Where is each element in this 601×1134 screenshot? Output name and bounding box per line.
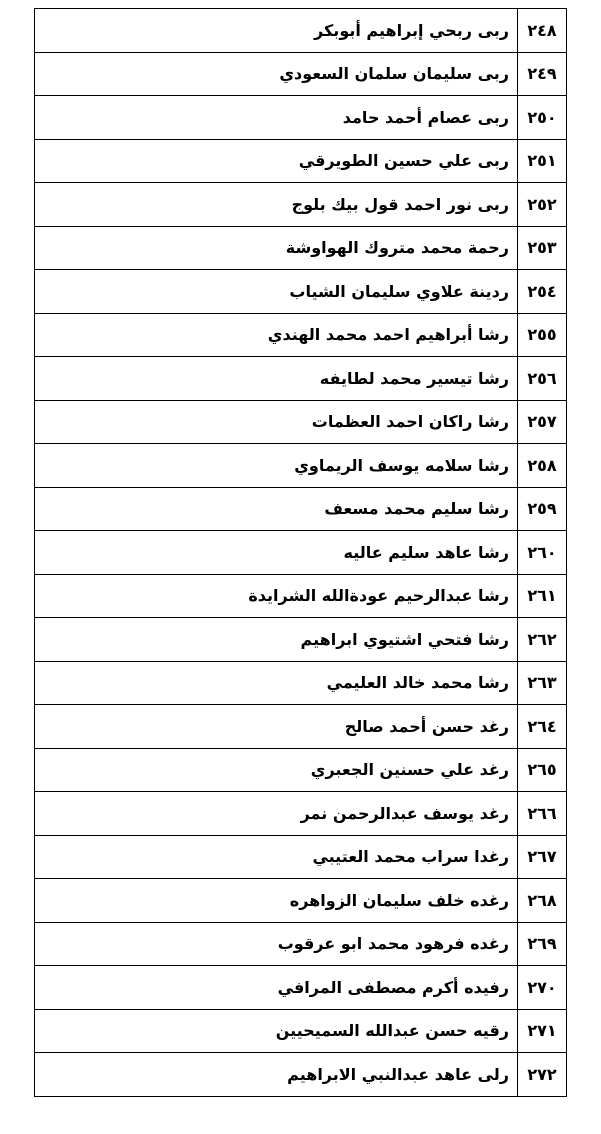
table-row — [35, 357, 567, 401]
table-row — [35, 836, 567, 880]
table-row — [35, 401, 567, 445]
table-row — [35, 183, 567, 227]
row-name-cell: ربى علي حسين الطويرقي — [298, 151, 509, 171]
row-number-cell: ٢٥٥ — [517, 314, 567, 357]
row-name-cell: رشا سلامه يوسف الريماوي — [294, 455, 509, 475]
row-number-cell: ٢٧٠ — [517, 966, 567, 1009]
row-name-cell: رغد علي حسنين الجعبري — [310, 760, 509, 780]
row-name-cell: ربى سليمان سلمان السعودي — [279, 64, 509, 84]
row-number-cell: ٢٥٢ — [517, 183, 567, 226]
row-name-cell: رغده خلف سليمان الزواهره — [289, 890, 509, 910]
row-number-cell: ٢٦٧ — [517, 836, 567, 879]
row-name-cell: رشا أبراهيم احمد محمد الهندي — [267, 325, 509, 345]
table-row — [35, 270, 567, 314]
row-name-cell: ربى نور احمد قول بيك بلوج — [291, 194, 509, 214]
table-row — [35, 792, 567, 836]
row-name-cell: رغدا سراب محمد العتيبي — [312, 847, 509, 867]
row-number-cell: ٢٦٢ — [517, 618, 567, 661]
row-number-cell: ٢٦٠ — [517, 531, 567, 574]
table-row — [35, 662, 567, 706]
row-name-cell: ربى عصام أحمد حامد — [342, 107, 509, 127]
names-table — [34, 8, 567, 1097]
row-number-cell: ٢٦٤ — [517, 705, 567, 748]
table-row — [35, 923, 567, 967]
table-row — [35, 1010, 567, 1054]
table-row — [35, 618, 567, 662]
row-number-cell: ٢٧٢ — [517, 1053, 567, 1096]
row-number-cell: ٢٤٩ — [517, 53, 567, 96]
row-name-cell: ردينة علاوي سليمان الشياب — [289, 281, 509, 301]
table-row — [35, 444, 567, 488]
row-name-cell: رشا تيسير محمد لطايفه — [319, 368, 509, 388]
row-name-cell: رشا محمد خالد العليمي — [326, 673, 509, 693]
row-name-cell: رشا سليم محمد مسعف — [324, 499, 509, 519]
row-name-cell: رشا عاهد سليم عاليه — [343, 542, 509, 562]
row-number-cell: ٢٥٣ — [517, 227, 567, 270]
table-row — [35, 9, 567, 53]
table-row — [35, 879, 567, 923]
table-row — [35, 53, 567, 97]
row-name-cell: رغد حسن أحمد صالح — [344, 716, 509, 736]
row-number-cell: ٢٥٨ — [517, 444, 567, 487]
row-name-cell: رغد يوسف عبدالرحمن نمر — [300, 803, 509, 823]
row-name-cell: رحمة محمد متروك الهواوشة — [285, 238, 509, 258]
row-number-cell: ٢٦٨ — [517, 879, 567, 922]
row-name-cell: رلى عاهد عبدالنبي الابراهيم — [287, 1064, 509, 1084]
row-number-cell: ٢٦٥ — [517, 749, 567, 792]
row-number-cell: ٢٥٤ — [517, 270, 567, 313]
row-name-cell: رقيه حسن عبدالله السميحيين — [275, 1021, 509, 1041]
table-row — [35, 749, 567, 793]
row-number-cell: ٢٥٦ — [517, 357, 567, 400]
row-name-cell: رشا فتحي اشتيوي ابراهيم — [300, 629, 509, 649]
row-number-cell: ٢٦١ — [517, 575, 567, 618]
row-number-cell: ٢٥٠ — [517, 96, 567, 139]
row-number-cell: ٢٦٦ — [517, 792, 567, 835]
table-row — [35, 96, 567, 140]
row-number-cell: ٢٥٩ — [517, 488, 567, 531]
table-row — [35, 314, 567, 358]
table-row — [35, 227, 567, 271]
table-row — [35, 488, 567, 532]
row-number-cell: ٢٥١ — [517, 140, 567, 183]
table-row — [35, 575, 567, 619]
table-row — [35, 1053, 567, 1097]
table-row — [35, 531, 567, 575]
row-name-cell: ربى ربحي إبراهيم أبوبكر — [314, 20, 509, 40]
table-row — [35, 966, 567, 1010]
row-name-cell: رغده فرهود محمد ابو عرقوب — [277, 934, 509, 954]
row-number-cell: ٢٥٧ — [517, 401, 567, 444]
table-row — [35, 705, 567, 749]
row-name-cell: رشا راكان احمد العظمات — [311, 412, 509, 432]
table-row — [35, 140, 567, 184]
row-number-cell: ٢٧١ — [517, 1010, 567, 1053]
row-name-cell: رشا عبدالرحيم عودةالله الشرايدة — [248, 586, 509, 606]
row-number-cell: ٢٤٨ — [517, 9, 567, 52]
row-number-cell: ٢٦٩ — [517, 923, 567, 966]
row-number-cell: ٢٦٣ — [517, 662, 567, 705]
row-name-cell: رفيده أكرم مصطفى المرافي — [277, 977, 509, 997]
